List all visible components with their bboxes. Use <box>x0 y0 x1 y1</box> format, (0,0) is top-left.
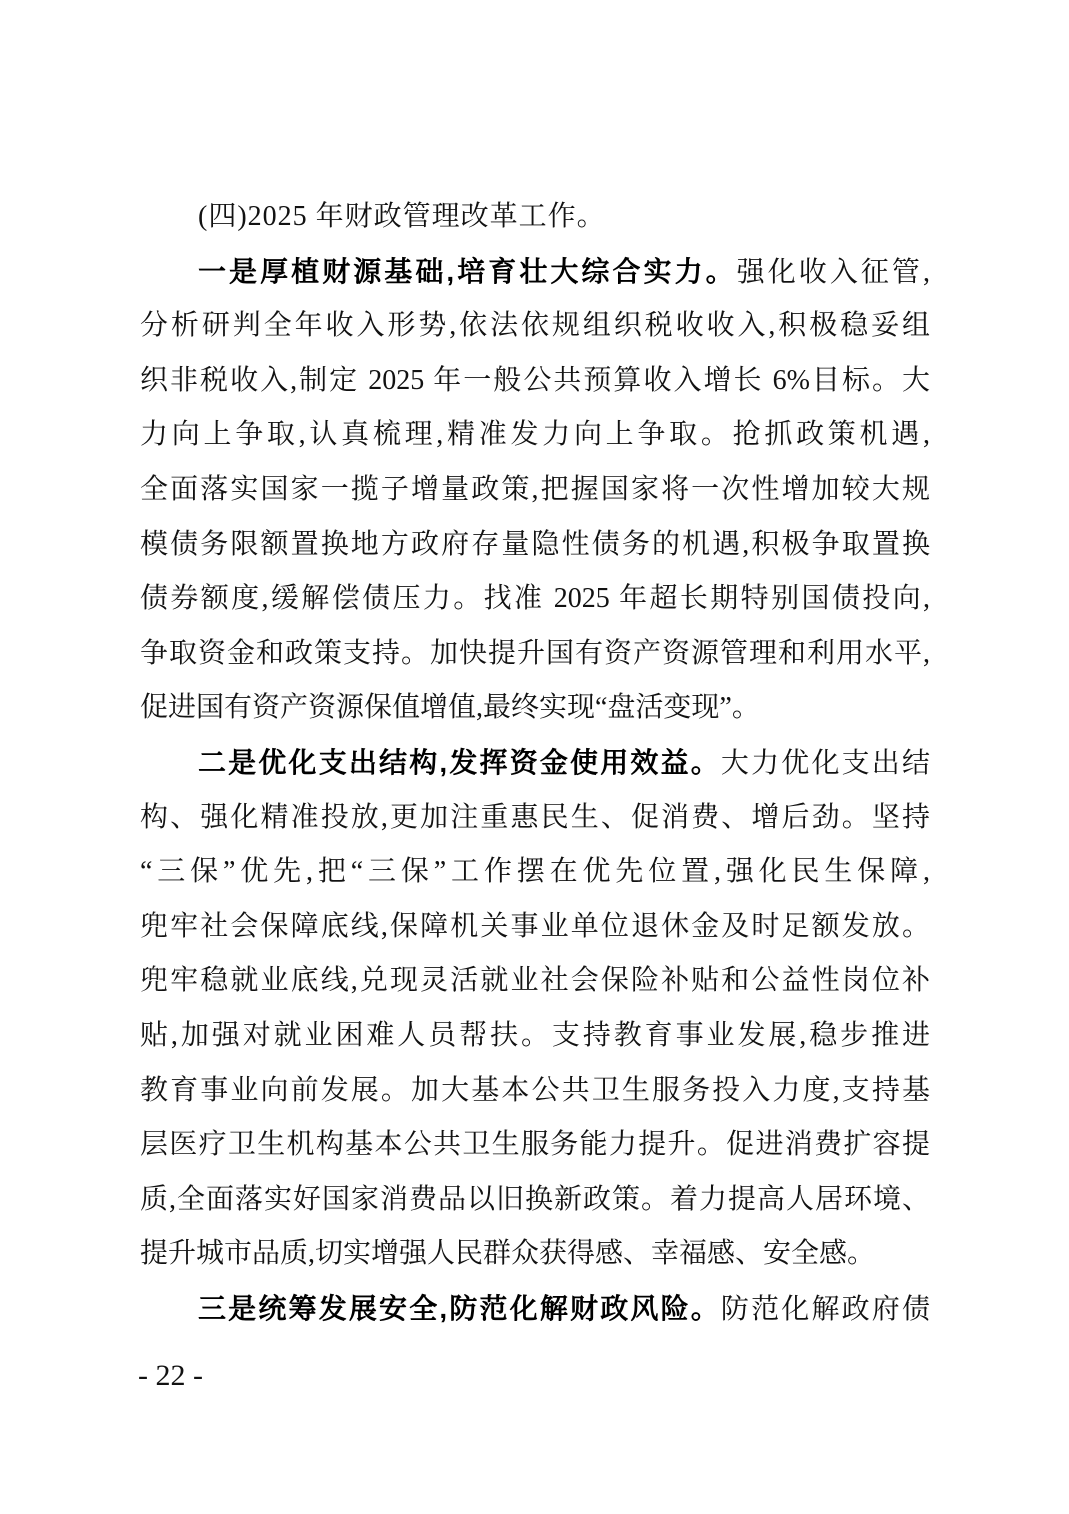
paragraph-1-lead-bold: 一是厚植财源基础,培育壮大综合实力。 <box>198 255 737 287</box>
paragraph-2-line: “三保”优先,把“三保”工作摆在优先位置,强化民生保障, <box>140 856 930 888</box>
paragraph-2-lead-line <box>140 736 930 791</box>
paragraph-1-line: 争取资金和政策支持。加快提升国有资产资源管理和利用水平, <box>140 637 930 669</box>
paragraph-1-line: 织非税收入,制定 2025 年一般公共预算收入增长 6%目标。大 <box>140 364 930 396</box>
paragraph-3-lead-line <box>140 1282 930 1337</box>
paragraph-2-line: 兜牢社会保障底线,保障机关事业单位退休金及时足额发放。 <box>140 910 930 942</box>
paragraph-2-line: 教育事业向前发展。加大基本公共卫生服务投入力度,支持基 <box>140 1074 930 1106</box>
paragraph-2-lead-bold: 二是优化支出结构,发挥资金使用效益。 <box>198 746 721 778</box>
page-number: - 22 - <box>138 1359 203 1392</box>
paragraph-3-lead-bold: 三是统筹发展安全,防范化解财政风险。 <box>198 1292 721 1324</box>
paragraph-1-line: 分析研判全年收入形势,依法依规组织税收收入,积极稳妥组 <box>140 310 930 342</box>
paragraph-1-lead-line <box>140 245 930 300</box>
paragraph-2-last-line: 提升城市品质,切实增强人民群众获得感、幸福感、安全感。 <box>140 1238 876 1270</box>
paragraph-2-line: 兜牢稳就业底线,兑现灵活就业社会保险补贴和公益性岗位补 <box>140 965 930 997</box>
text-block <box>140 190 930 1336</box>
paragraph-2-lead-rest: 大力优化支出结 <box>720 747 930 779</box>
paragraph-1-line: 力向上争取,认真梳理,精准发力向上争取。抢抓政策机遇, <box>140 419 930 451</box>
paragraph-2-line: 质,全面落实好国家消费品以旧换新政策。着力提高人居环境、 <box>140 1183 930 1215</box>
paragraph-1-line: 全面落实国家一揽子增量政策,把握国家将一次性增加较大规 <box>140 473 930 505</box>
paragraph-1-line: 债券额度,缓解偿债压力。找准 2025 年超长期特别国债投向, <box>140 583 930 615</box>
paragraph-1-line: 模债务限额置换地方政府存量隐性债务的机遇,积极争取置换 <box>140 528 930 560</box>
paragraph-1-last-line: 促进国有资产资源保值增值,最终实现“盘活变现”。 <box>140 692 760 724</box>
section-heading: (四)2025 年财政管理改革工作。 <box>198 201 606 232</box>
paragraph-2-line: 构、强化精准投放,更加注重惠民生、促消费、增后劲。坚持 <box>140 801 930 833</box>
paragraph-1-lead-rest: 强化收入征管, <box>736 256 930 288</box>
paragraph-2-line: 层医疗卫生机构基本公共卫生服务能力提升。促进消费扩容提 <box>140 1129 930 1161</box>
paragraph-3-lead-rest: 防范化解政府债 <box>720 1293 930 1325</box>
paragraph-2-line: 贴,加强对就业困难人员帮扶。支持教育事业发展,稳步推进 <box>140 1019 930 1051</box>
